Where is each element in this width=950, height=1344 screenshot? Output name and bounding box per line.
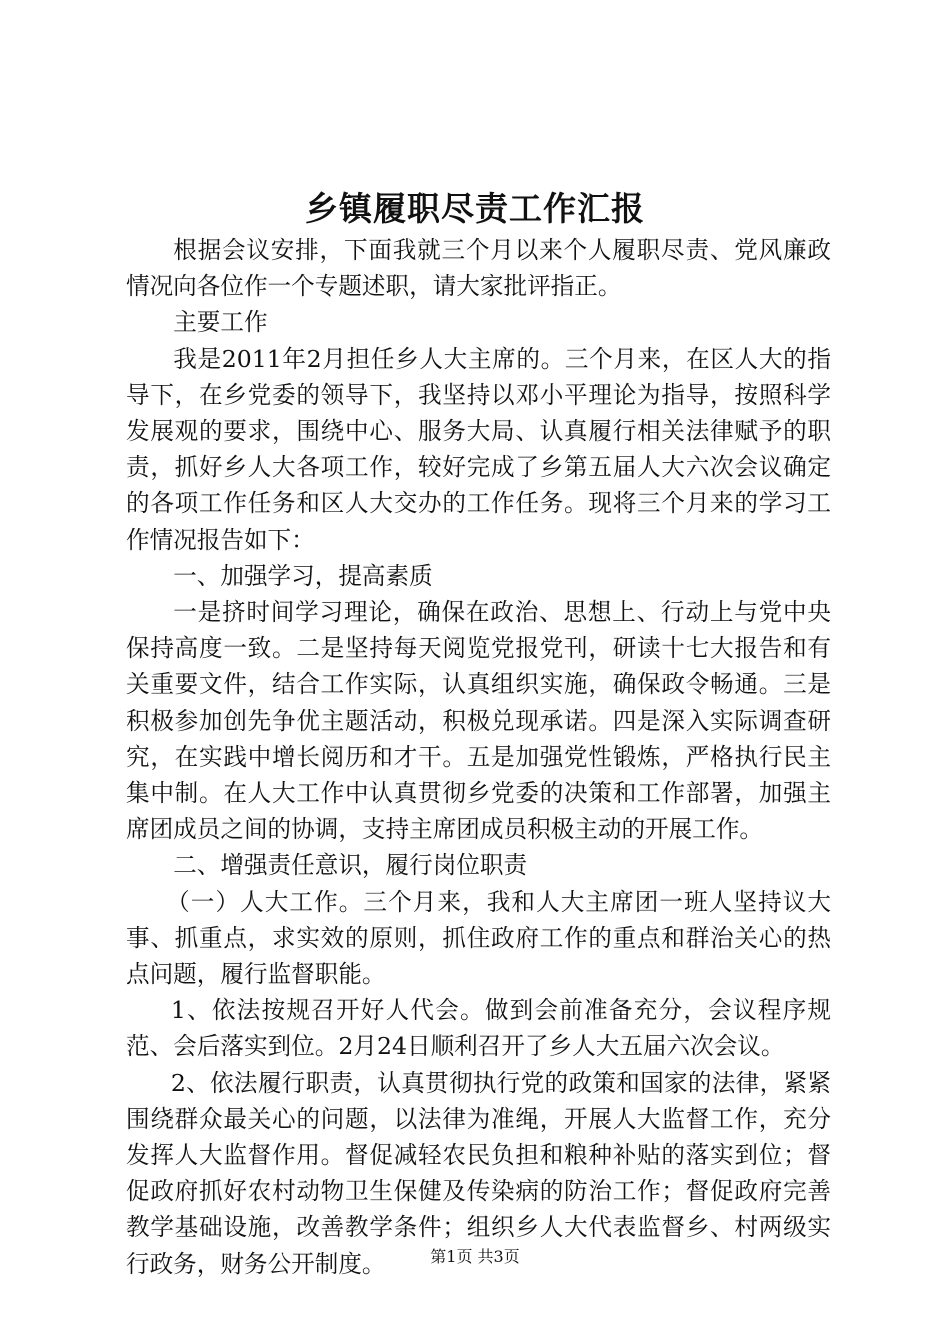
paragraph-background: 我是2011年2月担任乡人大主席的。三个月来，在区人大的指导下，在乡党委的领导下，我坚持以邓小平理论为指导，按照科学发展观的要求，围绕中心、服务大局、认真履行相关法律赋予的职责，抓好乡人大各项工作，较好完成了乡第五届人大六次会议确定的各项工作任务和区人大交办的工作任务。现将三个月来的学习工作情况报告如下：	[126, 344, 831, 554]
paragraph-item-2: 2、依法履行职责，认真贯彻执行党的政策和国家的法律，紧紧围绕群众最关心的问题，以法律为准绳，开展人大监督工作，充分发挥人大监督作用。督促减轻农民负担和粮种补贴的落实到位；督促政府抓好农村动物卫生保健及传染病的防治工作；督促政府完善教学基础设施，改善教学条件；组织乡人大代表监督乡、村两级实行政务，财务公开制度。	[126, 1068, 831, 1278]
document-title: 乡镇履职尽责工作汇报	[305, 189, 645, 228]
paragraph-intro: 根据会议安排，下面我就三个月以来个人履职尽责、党风廉政情况向各位作一个专题述职，请大家批评指正。	[126, 236, 831, 301]
paragraph-item-1: 1、依法按规召开好人代会。做到会前准备充分，会议程序规范、会后落实到位。2月24日顺利召开了乡人大五届六次会议。	[126, 996, 831, 1061]
document-body	[126, 232, 831, 1282]
page-footer: 第1页 共3页	[430, 1247, 520, 1266]
paragraph-subsection-1: （一）人大工作。三个月来，我和人大主席团一班人坚持议大事、抓重点，求实效的原则，抓住政府工作的重点和群治关心的热点问题，履行监督职能。	[126, 887, 831, 989]
heading-section-1: 一、加强学习，提高素质	[173, 561, 433, 590]
heading-section-2: 二、增强责任意识，履行岗位职责	[173, 851, 528, 880]
paragraph-section-1: 一是挤时间学习理论，确保在政治、思想上、行动上与党中央保持高度一致。二是坚持每天阅览党报党刊，研读十七大报告和有关重要文件，结合工作实际，认真组织实施，确保政令畅通。三是积极参加创先争优主题活动，积极兑现承诺。四是深入实际调查研究，在实践中增长阅历和才干。五是加强党性锻炼，严格执行民主集中制。在人大工作中认真贯彻乡党委的决策和工作部署，加强主席团成员之间的协调，支持主席团成员积极主动的开展工作。	[126, 598, 831, 844]
heading-main-work: 主要工作	[173, 308, 268, 337]
